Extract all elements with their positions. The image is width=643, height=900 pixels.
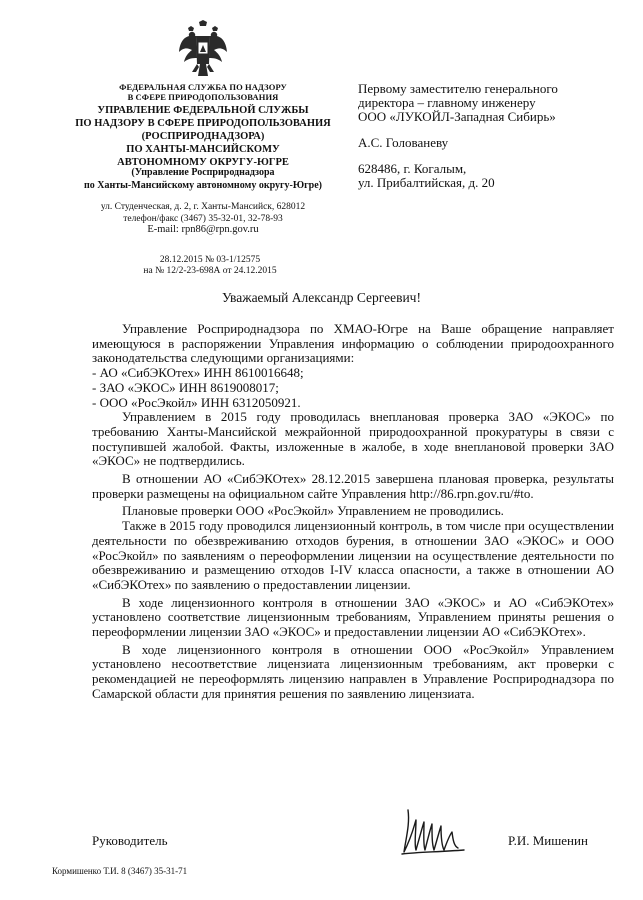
paragraph: В отношении АО «СибЭКОтех» 28.12.2015 завершена плановая проверка, результаты проверки размещены на официальном сайте Управления http://86.rpn.gov.ru/#to.	[92, 471, 614, 501]
outgoing-ref: 28.12.2015 № 03-1/12575	[159, 255, 261, 265]
letter-body	[92, 322, 614, 702]
coat-of-arms-icon	[178, 20, 228, 78]
recipient-address: 628486, г. Когалым, ул. Прибалтийская, д. 20	[358, 161, 495, 190]
paragraph: Управление Росприроднадзора по ХМАО-Югре на Ваше обращение направляет имеющуюся в распоряжении Управления информацию о соблюдении природоохранного законодательства следующими организациями:	[92, 321, 614, 366]
salutation: Уважаемый Александр Сергеевич!	[222, 290, 421, 305]
incoming-ref: на № 12/2-23-698А от 24.12.2015	[143, 266, 277, 276]
document-reference	[120, 255, 300, 277]
recipient-name: А.С. Голованеву	[358, 135, 449, 150]
handwritten-signature-icon	[398, 806, 470, 860]
paragraph: Управлением в 2015 году проводилась внеплановая проверка ЗАО «ЭКОС» по требованию Ханты-Мансийской межрайонной природоохранной прокуратуры в связи с поступившей жалобой. Факты, изложенные в жалобе, в ходе внеплановой проверки ЗАО «ЭКОС» не подтвердились.	[92, 409, 614, 469]
paragraph: В ходе лицензионного контроля в отношении ЗАО «ЭКОС» и АО «СибЭКОтех» установлено соответствие лицензионным требованиям, Управлением приняты решения о переоформлении лицензии ЗАО «ЭКОС» и предоставлении лицензии АО «СибЭКОтех».	[92, 594, 614, 640]
sender-email: E-mail: rpn86@rpn.gov.ru	[147, 224, 259, 235]
signatory-name: Р.И. Мишенин	[508, 833, 588, 848]
department-name: УПРАВЛЕНИЕ ФЕДЕРАЛЬНОЙ СЛУЖБЫ ПО НАДЗОРУ В СФЕРЕ ПРИРОДОПОЛЬЗОВАНИЯ (РОСПРИРОДНАДЗОРА) ПО ХАНТЫ-МАНСИЙСКОМУ АВТОНОМНОМУ ОКРУГУ-ЮГРЕ	[75, 105, 331, 168]
paragraph: Плановые проверки ООО «РосЭкойл» Управлением не проводились.	[122, 503, 504, 519]
executor-contact: Кормишенко Т.И. 8 (3467) 35-31-71	[52, 866, 188, 876]
signatory-position: Руководитель	[92, 833, 168, 848]
list-item: - АО «СибЭКОтех» ИНН 8610016648;	[92, 365, 304, 381]
list-item: - ЗАО «ЭКОС» ИНН 8619008017;	[92, 379, 279, 395]
paragraph: Также в 2015 году проводился лицензионный контроль, в том числе при осуществлении деятельности по обезвреживанию отходов бурения, в отношении ЗАО «ЭКОС» и ООО «РосЭкойл» по заявлениям о переоформлении лицензии на осуществление деятельности по обезвреживанию и размещению отходов I-IV класса опасности, а также в отношении АО «СибЭКОтех» по заявлению о предоставлении лицензии.	[92, 518, 614, 592]
department-short-name: (Управление Росприроднадзора по Ханты-Мансийскому автономному округу-Югре)	[83, 167, 323, 191]
sender-address: ул. Студенческая, д. 2, г. Ханты-Мансийск, 628012 телефон/факс (3467) 35-32-01, 32-78-93	[100, 202, 306, 224]
paragraph: В ходе лицензионного контроля в отношении ООО «РосЭкойл» Управлением установлено несоответствие лицензиата лицензионным требованиям, акт проверки с рекомендацией не переоформлять лицензию направлен в Управление Росприроднадзора по Самарской области для принятия решения по заявлению лицензиата.	[92, 641, 614, 701]
list-item: - ООО «РосЭкойл» ИНН 6312050921.	[92, 394, 301, 410]
agency-name: ФЕДЕРАЛЬНАЯ СЛУЖБА ПО НАДЗОРУ В СФЕРЕ ПРИРОДОПОЛЬЗОВАНИЯ	[119, 82, 287, 102]
recipient-title: Первому заместителю генерального директора – главному инженеру ООО «ЛУКОЙЛ-Западная Сибирь»	[358, 81, 558, 124]
